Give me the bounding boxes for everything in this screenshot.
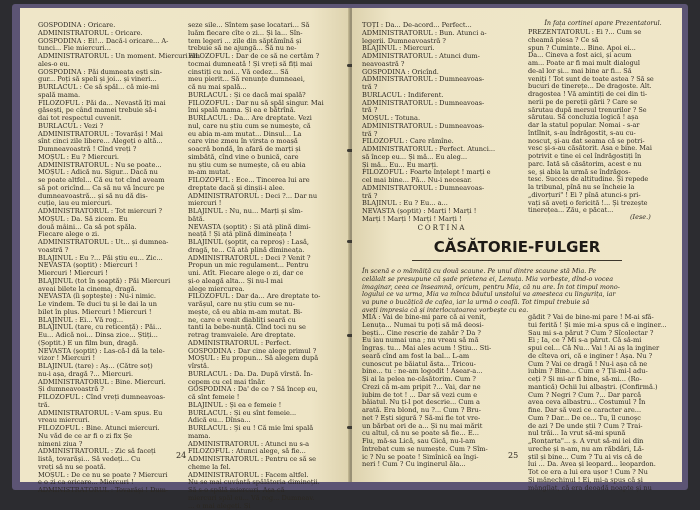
- dialogue-line: ADMINISTRATORUL : Oricare.: [38, 30, 176, 38]
- right-page-bottom-column-2: [528, 314, 674, 464]
- dialogue-line: gur... Poți să speli și joi... și vineri...: [38, 76, 176, 84]
- dialogue-line: ADMINISTRATORUL : Atunci dum-: [362, 53, 522, 61]
- dialogue-line: NEVASTA (șoptit) : Și atâ plină dimi-: [188, 224, 334, 232]
- dialogue-line: GOSPODINA : Da' de ce ? Să încep eu,: [188, 386, 334, 394]
- dialogue-line: legerii. Dumneavoastră ?: [362, 38, 522, 46]
- dialogue-line: Nu se mai cuvântă spălătoria dimineții.: [188, 479, 334, 487]
- dialogue-line: ADMINISTRATORUL : Perfect.: [188, 340, 334, 348]
- intro-line: celălalt se presupune că șade prietena ei, Lenuța. Mia vorbește, dînd-o vocea: [362, 276, 674, 284]
- dialogue-line: știl și bine... Cum ? Tu ai vis că de: [528, 454, 674, 462]
- dialogue-line: NEVASTA (șoptit) : Las-că-l dă la tele-: [38, 348, 176, 356]
- dialogue-line: varășul, care nu știu cum se nu-: [188, 301, 334, 309]
- dialogue-line: Crezi că m-am pripit ?... Vai, dar ne: [362, 384, 520, 392]
- dialogue-line: Ei ; Ia, ce ? Mi s-a părut. Că să-mi: [528, 337, 674, 345]
- dialogue-line: ADMINISTRATORUL : Pentru ce să se: [188, 456, 334, 464]
- dialogue-line: FILOZOFUL : Dar de ce să ne certăm ?: [188, 53, 334, 61]
- dialogue-line: tinerețea... Zău, e păcat...: [528, 207, 676, 215]
- dialogue-line: bătă.: [188, 216, 334, 224]
- dialogue-line: BLAJINUL (șoptit, ca reproș) : Lasă,: [188, 239, 334, 247]
- dialogue-line: miercuri spăl eu... Vă rog... Dumneav.: [188, 495, 334, 503]
- dialogue-line: Le vindem. Te duci tu și le dai la un: [38, 301, 176, 309]
- dialogue-line: cel mai bine... Pă... Nu-i necesar.: [362, 177, 522, 185]
- dialogue-line: BURLACUL : Vezi ?: [38, 123, 176, 131]
- dialogue-line: MOȘUL : De ce nu se poate ? Miercuri: [38, 472, 176, 480]
- dialogue-line: luăm fiecare cîte o zi... Și la... Sîn-: [188, 30, 334, 38]
- dialogue-line: ADMINISTRATORUL : Tovarăși ! Dum-: [38, 487, 176, 495]
- dialogue-line: potrivit e tine ei cel îndrăgostiți în: [528, 153, 676, 161]
- dialogue-line: bești... Cine rescrie de zahăr ? Da ?: [362, 330, 520, 338]
- title-rule: [412, 260, 622, 261]
- dialogue-line: Nu văd de ce ar fi o zi fix Șe: [38, 433, 176, 441]
- intro-line: aveți impresia că și interlocutoarea vorbește cu ea.: [362, 307, 674, 315]
- dialogue-line: cuție, iau eu miercuri.: [38, 200, 176, 208]
- dialogue-line: cunoscut pe băiatul ăsta... Tricou-: [362, 361, 520, 369]
- dialogue-line: Dumneavoastră ! Cînd vreți ?: [38, 146, 176, 154]
- dialogue-line: nu știu cum se numește, că eu abia: [188, 162, 334, 170]
- dialogue-line: meu pierit... Să renunțe dumneaei,: [188, 76, 334, 84]
- dialogue-line: mama.: [188, 433, 334, 441]
- dialogue-line: de-al lor și... mai bine ar fi... Să: [528, 68, 676, 76]
- curtain-label: CORTINA: [352, 224, 532, 232]
- dialogue-line: Fiu, mă-sa Lică, sau Gică, nu-l-am: [362, 438, 520, 446]
- dialogue-line: (Șoptit.) E un film bun, dragă.: [38, 340, 176, 348]
- dialogue-line: îmi spală mama. Și ea e bătrînă.: [188, 107, 334, 115]
- dialogue-line: FILOZOFUL : Dar nu să spăl singur. Mai: [188, 100, 334, 108]
- dialogue-line: BURLACUL : Da... Are dreptate. Vezi: [188, 115, 334, 123]
- dialogue-line: nerii pe de pereții gării ? Care se: [528, 99, 676, 107]
- dialogue-line: FILOZOFUL : Cînd vreți dumneavoas-: [38, 394, 176, 402]
- dialogue-line: se poate altfel... Că eu tot cînd aveam: [38, 177, 176, 185]
- dialogue-line: găsești, pe când mamei trebuie să-i: [38, 107, 176, 115]
- dialogue-line: seară cînd am fost la bal... L-am: [362, 353, 520, 361]
- dialogue-line: ADMINISTRATORUL : Deci ?... Dar nu: [188, 193, 334, 201]
- dialogue-line: Și mă... Eu... Eu marți.: [362, 162, 522, 170]
- dialogue-line: iubim ? Bine... Cum e ? Ții-mi-l adu-: [528, 368, 674, 376]
- dialogue-line: tocmai dumneată ! Și vreți să fiți mai: [188, 61, 334, 69]
- dialogue-line: cepem cu cel mai tînăr.: [188, 379, 334, 387]
- dialogue-line: iubim de tot ! ... Dar să vezi cum e: [362, 392, 520, 400]
- dialogue-line: ales-o eu.: [38, 61, 176, 69]
- dialogue-line: Da... Cineva a fost aici, și acum: [528, 52, 676, 60]
- dialogue-line: nu-i așa, dragă ?... Miercuri.: [38, 371, 176, 379]
- dialogue-line: arată. Era blond, nu ?... Cum ? Bru-: [362, 407, 520, 415]
- dialogue-line: BURLACUL : Da. Da. După vîrstă. În-: [188, 371, 334, 379]
- dialogue-line: ADMINISTRATORUL : Bun. Atunci a-: [362, 30, 522, 38]
- dialogue-line: „Ronțarta"... ș. A vrut să-mi iei din: [528, 438, 674, 446]
- dialogue-line: ADMINISTRATORUL : Tovarăși ! Mai: [38, 131, 176, 139]
- dialogue-line: Sau mi s-a părut ? Cum ? Sîcolectar ?: [528, 330, 674, 338]
- dialogue-line: GOSPODINA : Oricînd.: [362, 69, 522, 77]
- dialogue-line: ADMINISTRATORUL : Dumneavoas-: [362, 123, 522, 131]
- dialogue-line: parc. Iată să căsătorim, acest e nu: [528, 161, 676, 169]
- dialogue-line: veniți ! Tot sunt de toate astea ? Să se: [528, 76, 676, 84]
- dialogue-line: Miercuri ! Miercuri !: [38, 270, 176, 278]
- dialogue-line: FILOZOFUL : Ece... Tincerea lui are: [188, 177, 334, 185]
- dialogue-line: vreți să nu se poată.: [38, 464, 176, 472]
- left-page: [20, 8, 350, 482]
- dialogue-line: sărutau după mersul trenurilor ? Se: [528, 107, 676, 115]
- dialogue-line: că nu mai spală...: [188, 84, 334, 92]
- dialogue-line: dragă, te... Că atâ plină dimineața.: [188, 247, 334, 255]
- intro-line: logului ce va urma, Mia va mînca băutul unstolui va amesteca cu lingurița, iar: [362, 291, 674, 299]
- right-page-column-1: [362, 22, 522, 222]
- dialogue-line: îngraș. tu... Mai ales acum ! Știu... Sti-: [362, 345, 520, 353]
- dialogue-line: Tot ce era a lui era ușor ! Cum ? Nu: [528, 469, 674, 477]
- book-spread: [12, 4, 688, 490]
- dialogue-line: e o zi ca oricare... Miercuri !: [38, 479, 176, 487]
- dialogue-line: tanti la bebe-nunță. Cînd toci nu se: [188, 324, 334, 332]
- dialogue-line: vizor ! Miercuri !: [38, 355, 176, 363]
- dialogue-line: spun ? Cuminte... Bine. Apoi ei...: [528, 45, 676, 53]
- dialogue-line: gădit ? Vai de bine-mi pare ! M-ai sfă-: [528, 314, 674, 322]
- dialogue-line: cu altul, că nu se poate să fie... E...: [362, 430, 520, 438]
- dialogue-line: aveai bilete la cinema, dragă.: [38, 286, 176, 294]
- dialogue-line: Și ai la pelea ne-căsătorim. Cum ?: [362, 376, 520, 384]
- dialogue-line: băiatul. Nu ți-l pot descrie... Cum a: [362, 399, 520, 407]
- dialogue-line: bilet în plus. Miercuri ! Miercuri !: [38, 309, 176, 317]
- dialogue-line: ADMINISTRATORUL : Atunci nu s-a: [188, 441, 334, 449]
- right-page-column-2: [528, 29, 676, 199]
- dialogue-line: Și dumneavoastră ?: [38, 386, 176, 394]
- dialogue-line: Cum ? Dar... De ce... Tu, îl cunoșc: [528, 415, 674, 423]
- dialogue-line: soacră bondă, în afară de marți și: [188, 146, 334, 154]
- dialogue-line: neață ! Și atâ plină dimineața !: [188, 231, 334, 239]
- dialogue-line: eu abia m-am mutat... Dinsul... La: [188, 131, 334, 139]
- intro-line: va pune o bucățică de cafea, iar la urmă o coafă. Tot timpul trebuie să: [362, 299, 674, 307]
- dialogue-line: „divorțuri" ! Ei ? pînă atunci-s pri-: [528, 192, 676, 200]
- dialogue-line: ne, care e venit diabliți seară cu: [188, 317, 334, 325]
- dialogue-line: BURLACUL : Și eu ! Că mie îmi spală: [188, 425, 334, 433]
- dialogue-line: tui ferită ! Și mie mi-a spus că e inginer...: [528, 322, 674, 330]
- dialogue-line: mângîiat, că era deoadă noapte și nu: [528, 485, 674, 493]
- dialogue-line: sînt cinci zile libere... Alegeți o altă...: [38, 138, 176, 146]
- dialogue-line: tră.: [38, 402, 176, 410]
- dialogue-line: tră ?: [362, 107, 522, 115]
- dialogue-line: BLAJINUL : Miercuri.: [362, 45, 522, 53]
- dialogue-line: ADMINISTRATORUL : Deci ? Venit ?: [188, 255, 334, 263]
- dialogue-line: ADMINISTRATORUL : V-am spus. Eu: [38, 410, 176, 418]
- dialogue-line: ADMINISTRATORUL : Bine. Miercuri.: [38, 379, 176, 387]
- dialogue-line: ADMINISTRATORUL : Dumneavoas-: [362, 185, 522, 193]
- dialogue-line: ADMINISTRATORUL : Perfect. Atunci...: [362, 146, 522, 154]
- left-page-column-2: [188, 22, 334, 450]
- dialogue-line: lui ... Da. Avea și leopard... leopardon.: [528, 461, 674, 469]
- dialogue-line: noscut, și-au dat seama că se potri-: [528, 138, 676, 146]
- dialogue-line: să încep eu... Și mă... Eu aleg...: [362, 154, 522, 162]
- dialogue-line: tră ?: [362, 84, 522, 92]
- dialogue-line: simbătă, cînd vine o bunică, care: [188, 154, 334, 162]
- dialogue-line: cinstiți cu noi... Vă cedez... Să: [188, 69, 334, 77]
- dialogue-line: vesc și-s-au căsătorit. Asa e bine. Mai: [528, 145, 676, 153]
- dialogue-line: seze sile... Sîntem șase locatari... Să: [188, 22, 334, 30]
- dialogue-line: BURLACUL : Indiferent.: [362, 92, 522, 100]
- dialogue-line: ADMINISTRATORUL : Dumneavoas-: [362, 100, 522, 108]
- dialogue-line: Și mănechinul ! Ei, mi-a spus că și: [528, 477, 674, 485]
- dialogue-line: ADMINISTRATORUL : Tot miercuri ?: [38, 208, 176, 216]
- dialogue-line: avea ceva albastru... Costumul ? În: [528, 399, 674, 407]
- dialogue-line: tră ?: [362, 131, 522, 139]
- dialogue-line: TOȚI : Da... De-acord... Perfect...: [362, 22, 522, 30]
- dialogue-line: de cîteva ori, că e inginer ! Așa. Nu ?: [528, 353, 674, 361]
- dialogue-line: spală mama.: [38, 92, 176, 100]
- left-page-column-1: [38, 22, 176, 450]
- dialogue-line: MOȘUL : Da. Să zicem. Eu: [38, 216, 176, 224]
- dialogue-line: Cum ? Vai ce dragă ! Nu-i așa că ne: [528, 361, 674, 369]
- dialogue-line: net ? Ești sigură ? Să-mi fie tot vre-: [362, 415, 520, 423]
- dialogue-line: un bărbat ori de a... Și nu mai mărit: [362, 423, 520, 431]
- dialogue-line: MOȘUL : Eu ? Miercuri.: [38, 154, 176, 162]
- dialogue-line: fine. Dar să vezi ce caracter are...: [528, 407, 674, 415]
- dialogue-line: neavoastră ?: [362, 61, 522, 69]
- dialogue-line: Cum ? Negri ? Cum ?... Dar parcă: [528, 392, 674, 400]
- dialogue-line: să pot oricînd... Ca să nu vă încurc pe: [38, 185, 176, 193]
- dialogue-line: PREZENTATORUL : Ei ?... Cum se: [528, 29, 676, 37]
- exit-direction: (Iese.): [630, 213, 651, 221]
- dialogue-line: FILOZOFUL : Atunci alege, să fie...: [188, 448, 334, 456]
- dialogue-line: am... Poate ar fi mai mult dialogul: [528, 60, 676, 68]
- stage-direction: În fața cortinei apare Prezentatorul.: [528, 20, 678, 28]
- dialogue-line: se, și abia la urmă se îndrăgos-: [528, 169, 676, 177]
- dialogue-line: întrebat cum se numește. Cum ? Sîm-: [362, 446, 520, 454]
- dialogue-line: două mâini... Ca să pot spăla.: [38, 224, 176, 232]
- dialogue-line: ADMINISTRATORUL : Dumneavoas-: [362, 76, 522, 84]
- dialogue-line: ceți ? Și mi-ar fi bine, să-mi... (Ro-: [528, 376, 674, 384]
- right-page-bottom-column-1: [362, 314, 520, 464]
- dialogue-line: tră ?: [362, 193, 522, 201]
- dialogue-line: BLAJINUL : Ei... Vă rog...: [38, 317, 176, 325]
- dialogue-line: BLAJINUL (tot în șoaptă) : Păi Miercuri: [38, 278, 176, 286]
- dialogue-line: ADMINISTRATORUL : Un moment. Miercuri am: [38, 53, 176, 61]
- dialogue-line: ic ? Nu se poate ! Simînică ea îngi-: [362, 454, 520, 462]
- dialogue-line: și-o aleagă alta... Și nu-l mai: [188, 278, 334, 286]
- right-page: [352, 8, 682, 482]
- dialogue-line: NEVASTA (șoptit) : Miercuri !: [38, 262, 176, 270]
- dialogue-line: miercuri !: [188, 200, 334, 208]
- dialogue-line: FILOZOFUL : Păi da... Nevastă îți mai: [38, 100, 176, 108]
- intro-stage-direction: [362, 268, 674, 315]
- dialogue-line: Eu iau numai una ; nu vreau să mă: [362, 337, 520, 345]
- dialogue-line: care vine zmeu în virsta o moașă: [188, 138, 334, 146]
- dialogue-line: nul, care nu știu cum se numește, că: [188, 123, 334, 131]
- dialogue-line: FILOZOFUL : Dar da... Are dreptate to-: [188, 293, 334, 301]
- intro-line: În scenă e o mămăiță cu două scaune. Pe unul dintre scaune stă Mia. Pe: [362, 268, 674, 276]
- dialogue-line: spui cel... Că Nu... Vai ! Ai aș la inginer: [528, 345, 674, 353]
- dialogue-line: GOSPODINA : Oricare.: [38, 22, 176, 30]
- dialogue-line: MIA : Vai de bine-mi pare că ai venit,: [362, 314, 520, 322]
- dialogue-line: nimeni ziua ?: [38, 441, 176, 449]
- dialogue-line: mantică) Ochii lui albaștri. (Confirmă.): [528, 384, 674, 392]
- dialogue-line: Propun un mic regulament... Pentru: [188, 262, 334, 270]
- dialogue-line: dumneavoastră... și să nu dă dis-: [38, 193, 176, 201]
- dialogue-line: că sînt femeie !: [188, 394, 334, 402]
- dialogue-line: Adică eu... Dînsa...: [188, 417, 334, 425]
- dialogue-line: sărutau. Să concluzia logică ! așa: [528, 114, 676, 122]
- dialogue-line: tesc. Succes de altitudine. Și repede: [528, 176, 676, 184]
- dialogue-line: la tribunal, pînă nu se încheie la: [528, 184, 676, 192]
- dialogue-line: cheamă piesa ? Ce să: [528, 37, 676, 45]
- dialogue-line: Să s-o spălă miercuri. Așa că: [188, 487, 334, 495]
- dialogue-line: NEVASTA (șoptit) : Marți ! Marți !: [362, 208, 522, 216]
- dialogue-line: FILOZOFUL : Foarte înțelept ! marți e: [362, 169, 522, 177]
- dialogue-line: dreptate dacă și dinșii-i alee.: [188, 185, 334, 193]
- dialogue-line: dar la statul popular. Nomai - s-ar: [528, 122, 676, 130]
- dialogue-line: vreau miercuri.: [38, 417, 176, 425]
- dialogue-line: BURLACUL : Și eu sînt femeie...: [188, 410, 334, 418]
- dialogue-line: vîrstă.: [188, 363, 334, 371]
- dialogue-line: GOSPODINA : Dar cine alege primul ?: [188, 348, 334, 356]
- dialogue-line: mește, că eu abia m-am mutat. Bi-: [188, 309, 334, 317]
- dialogue-line: BLAJINUL (tare, cu reticență) : Păi...: [38, 324, 176, 332]
- dialogue-line: BLAJINUL : Nu, nu... Marți și sîm-: [188, 208, 334, 216]
- dialogue-line: MOȘUL : Eu propun... Să alegem după: [188, 355, 334, 363]
- dialogue-line: tem legeri ... zile din săptămînă și: [188, 38, 334, 46]
- dialogue-line: MOȘUL : Adică nu. Sigur... Dacă nu: [38, 169, 176, 177]
- intro-line: imaginar, ceea ce înseamnă, oricum, pentru Mia, că nu are. În tot timpul mono-: [362, 284, 674, 292]
- dialogue-line: retrag tramvaiele. Are dreptate.: [188, 332, 334, 340]
- dialogue-line: vați să aveți o fericită !... Și trezește: [528, 200, 676, 208]
- dialogue-line: BLAJINUL : Eu ? Eu... a...: [362, 200, 522, 208]
- dialogue-line: BLAJINUL (tare) : Aș... (Către soț): [38, 363, 176, 371]
- dialogue-line: BLAJINUL : Eu ?... Păi știu eu... Zic...: [38, 255, 176, 263]
- dialogue-line: de azi ? De unde știi ? Cum ? Trai-: [528, 423, 674, 431]
- dialogue-line: ureche și n-am, nu am răbdări, Lă-: [528, 446, 674, 454]
- dialogue-line: trebuie să ne ajungă... Să nu ne-: [188, 45, 334, 53]
- dialogue-line: ADMINISTRATORUL : Nu se poate...: [38, 162, 176, 170]
- dialogue-line: voastră ?: [38, 247, 176, 255]
- dialogue-line: bine... tu : ne-am logodit ! Asear-a...: [362, 368, 520, 376]
- page-number-left: 24: [176, 451, 186, 460]
- dialogue-line: m-am mutat.: [188, 169, 334, 177]
- dialogue-line: FILOZOFUL : Bine. Atunci miercuri.: [38, 425, 176, 433]
- dialogue-line: nul trăi... Ia vrut să-mi spună: [528, 430, 674, 438]
- dialogue-line: ADMINISTRATORUL : Ut... și dumnea-: [38, 239, 176, 247]
- dialogue-line: dragostea ! Vă amintiți de cei din ti-: [528, 91, 676, 99]
- dialogue-line: NEVASTA (îi șoptește) : Nu-i nimic.: [38, 293, 176, 301]
- dialogue-line: ADMINISTRATORUL : Facem altfel.: [188, 472, 334, 480]
- dialogue-line: GOSPODINA : Păi dumneata ești sin-: [38, 69, 176, 77]
- dialogue-line: uni. Atît. Fiecare alege o zi, dar ce: [188, 270, 334, 278]
- dialogue-line: alege miercurea.: [188, 286, 334, 294]
- dialogue-line: dai tot respectul cuvenit.: [38, 115, 176, 123]
- dialogue-line: neri ! Cum ? Cu inginerul ăla...: [362, 461, 520, 469]
- dialogue-line: Marți ! Marți ! Marți ! Marți !: [362, 216, 522, 224]
- dialogue-line: BLAJINUL : Și ea e femeie !: [188, 402, 334, 410]
- dialogue-line: ... o mai alegeți. Și: [188, 503, 334, 510]
- dialogue-line: BURLACUL : Ce să spăl... că mie-mi: [38, 84, 176, 92]
- dialogue-line: BURLACUL : Și ce dacă mai spală?: [188, 92, 334, 100]
- page-number-right: 25: [508, 451, 518, 460]
- dialogue-line: tunci... Fie miercuri...: [38, 45, 176, 53]
- dialogue-line: GOSPODINA : Ei!... Dacă-i oricare... A-: [38, 38, 176, 46]
- dialogue-line: ADMINISTRATORUL : Zic să faceți: [38, 448, 176, 456]
- dialogue-line: Lenuța... Numai tu poți să mă deosi-: [362, 322, 520, 330]
- play-title: CĂSĂTORIE-FULGER: [352, 238, 682, 256]
- dialogue-line: Eu... Adică noi... Dinsa zice... Știți...: [38, 332, 176, 340]
- dialogue-line: cheme la fel.: [188, 464, 334, 472]
- dialogue-line: bucuri de tinerețe... De dragoste. Alt.: [528, 83, 676, 91]
- dialogue-line: Fiecare alege o zi.: [38, 231, 176, 239]
- dialogue-line: listă, tovarăși... Să vedeți... Cu: [38, 456, 176, 464]
- dialogue-line: întîlnit, s-au îndrăgostit, s-au cu-: [528, 130, 676, 138]
- dialogue-line: MOȘUL : Totuna.: [362, 115, 522, 123]
- dialogue-line: FILOZOFUL : Care rămîne.: [362, 138, 522, 146]
